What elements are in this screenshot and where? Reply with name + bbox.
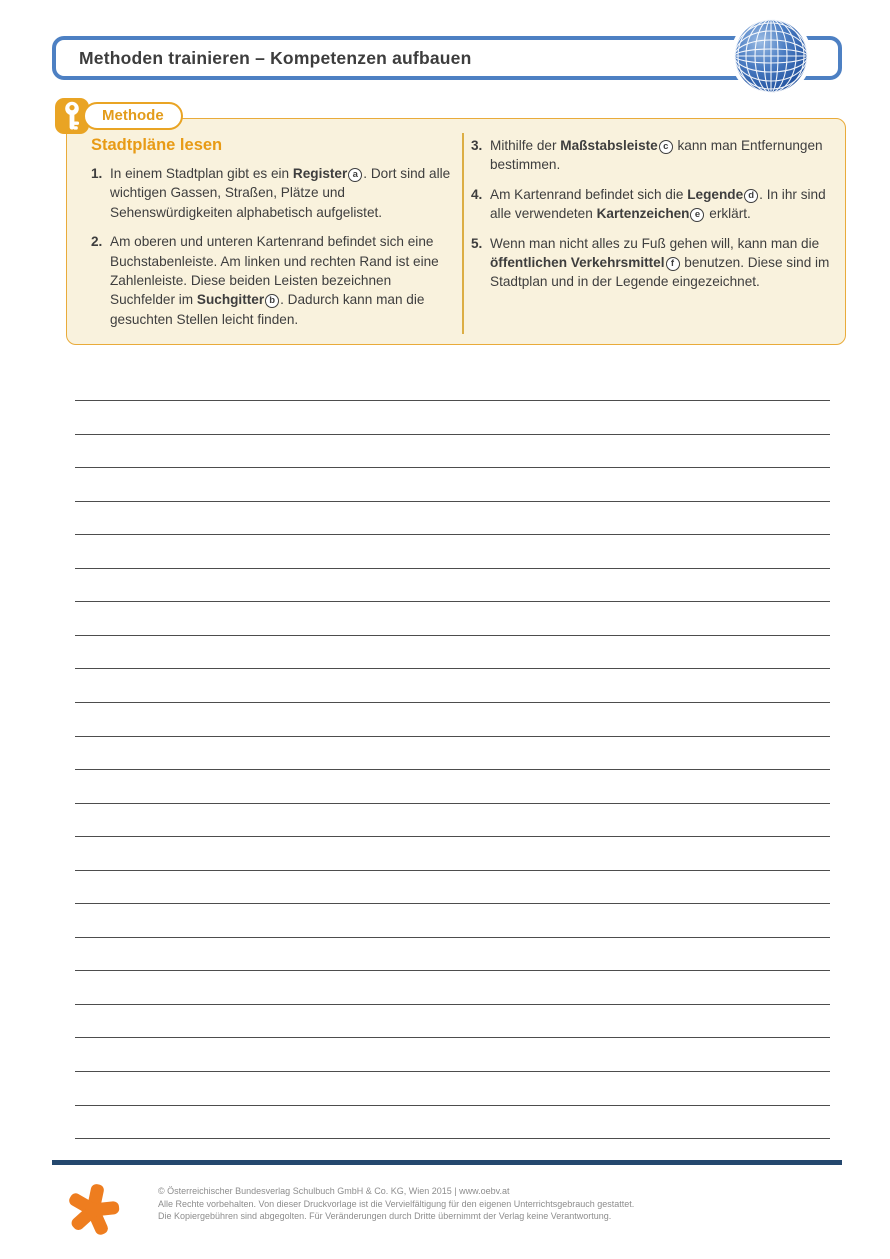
step-number: 5. <box>471 235 483 251</box>
writing-line <box>75 1004 830 1005</box>
writing-line <box>75 1105 830 1106</box>
footer-line: Die Kopiergebühren sind abgegolten. Für Veränderungen durch Dritte übernimmt der Verlag keine Verantwortung. <box>158 1211 612 1222</box>
footer-copyright <box>158 1185 634 1223</box>
writing-line <box>75 400 830 401</box>
writing-line <box>75 501 830 502</box>
step-number: 4. <box>471 186 483 202</box>
circled-letter-a: a <box>348 168 362 182</box>
method-step <box>91 232 457 329</box>
method-steps-left <box>91 164 457 339</box>
writing-line <box>75 601 830 602</box>
circled-letter-b: b <box>265 294 279 308</box>
circled-letter-e: e <box>690 208 704 222</box>
writing-line <box>75 870 830 871</box>
footer-line: © Österreichischer Bundesverlag Schulbuch GmbH & Co. KG, Wien 2015 | www.oebv.at <box>158 1186 510 1196</box>
writing-line <box>75 769 830 770</box>
method-step <box>91 164 457 222</box>
writing-line <box>75 534 830 535</box>
method-info-box <box>66 118 846 345</box>
column-divider <box>462 133 464 334</box>
footer-divider-rule <box>52 1160 842 1165</box>
globe-icon <box>729 13 813 97</box>
writing-line <box>75 702 830 703</box>
writing-line <box>75 803 830 804</box>
writing-line <box>75 635 830 636</box>
circled-letter-d: d <box>744 189 758 203</box>
circled-letter-f: f <box>666 257 680 271</box>
footer-line: Alle Rechte vorbehalten. Von dieser Druckvorlage ist die Vervielfältigung für den eigenen Unterrichtsgebrauch gestattet. <box>158 1198 635 1209</box>
writing-line <box>75 903 830 904</box>
method-step <box>471 185 833 224</box>
step-text: Am oberen und unteren Kartenrand befindet sich eine Buchstabenleiste. Am linken und rechten Rand ist eine Zahlenleiste. Diese beiden Leisten bezeichnen Suchfelder im Suchgitter b . Dadurch kann man die gesuchten Stellen leicht finden. <box>110 234 439 327</box>
step-number: 1. <box>91 166 103 181</box>
writing-line <box>75 668 830 669</box>
writing-line <box>75 467 830 468</box>
page-title: Methoden trainieren – Kompetenzen aufbauen <box>79 48 472 68</box>
step-text: Wenn man nicht alles zu Fuß gehen will, kann man die öffentlichen Verkehrsmittel f benutzen. Diese sind im Stadtplan und in der Legende eingezeichnet. <box>490 235 830 290</box>
writing-line <box>75 568 830 569</box>
step-text: In einem Stadtplan gibt es ein Register a . Dort sind alle wichtigen Gassen, Straßen, Plätze und Sehenswürdigkeiten alphabetisch aufgelistet. <box>110 166 451 220</box>
writing-line <box>75 1037 830 1038</box>
writing-line <box>75 836 830 837</box>
writing-line <box>75 1138 830 1139</box>
step-number: 2. <box>91 234 103 250</box>
writing-line <box>75 736 830 737</box>
header-banner <box>52 36 842 80</box>
method-badge <box>83 102 183 130</box>
method-heading: Stadtpläne lesen <box>91 136 223 154</box>
step-text: Am Kartenrand befindet sich die Legende d . In ihr sind alle verwendeten Kartenzeichen e erklärt. <box>490 186 826 222</box>
step-number: 3. <box>471 138 483 153</box>
method-step <box>471 234 833 292</box>
step-text: Mithilfe der Maßstabsleiste c kann man Entfernungen bestimmen. <box>490 138 823 173</box>
oebv-asterisk-logo <box>66 1180 122 1240</box>
method-steps-right <box>471 136 833 302</box>
writing-line <box>75 1071 830 1072</box>
method-badge-label: Methode <box>102 107 164 124</box>
writing-line <box>75 937 830 938</box>
writing-line <box>75 970 830 971</box>
circled-letter-c: c <box>659 140 673 154</box>
method-step <box>471 136 833 175</box>
writing-lines <box>75 400 830 1140</box>
writing-line <box>75 434 830 435</box>
